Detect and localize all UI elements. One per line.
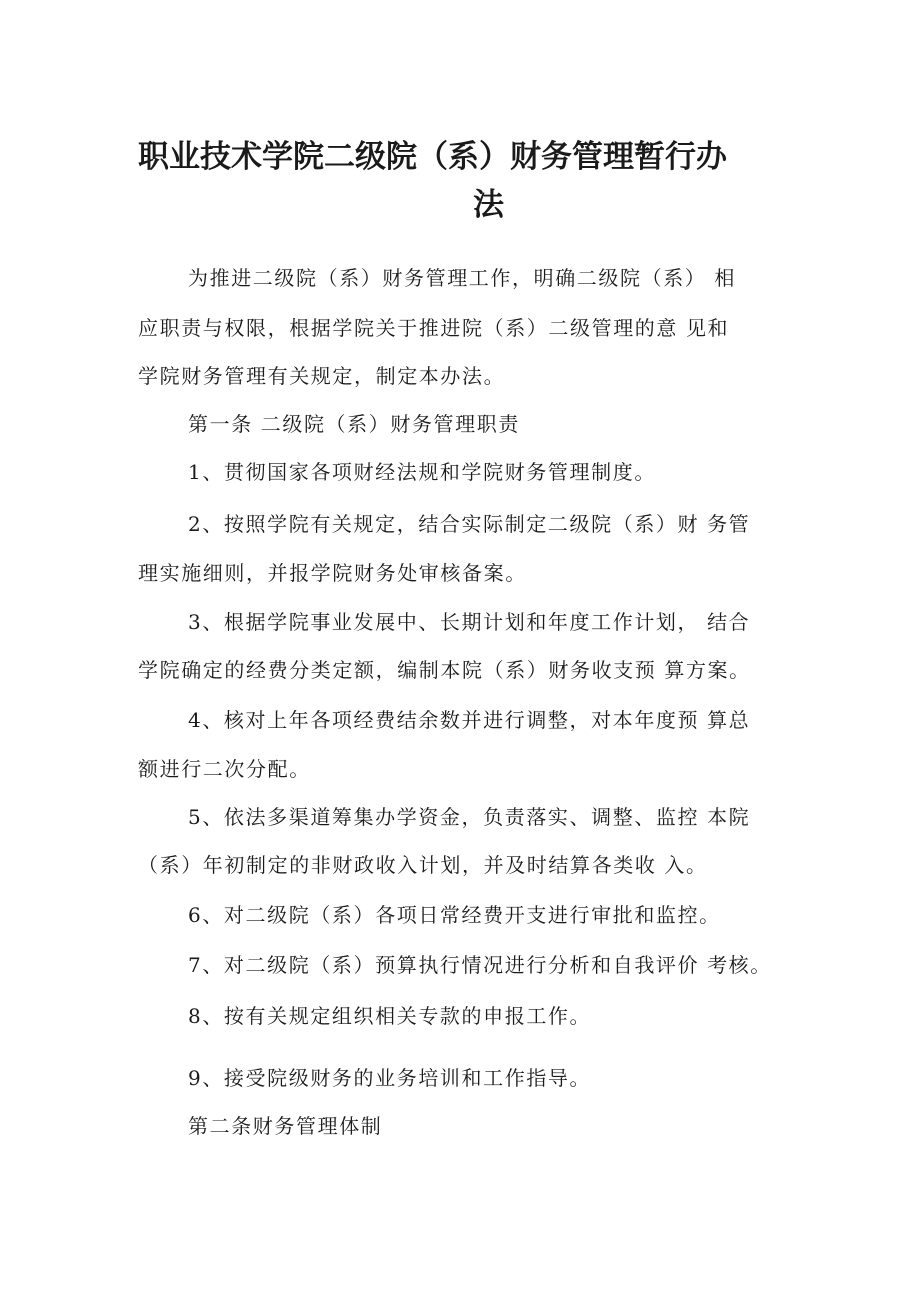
article-heading-1: 第一条 二级院（系）财务管理职责 [188, 412, 520, 436]
body-line: 3、根据学院事业发展中、长期计划和年度工作计划， 结合 [188, 610, 751, 634]
body-line: 学院财务管理有关规定，制定本办法。 [138, 364, 506, 388]
body-line: 学院确定的经费分类定额，编制本院（系）财务收支预 算方案。 [138, 658, 751, 682]
body-line: 1、贯彻国家各项财经法规和学院财务管理制度。 [188, 460, 656, 484]
body-line: 9、接受院级财务的业务培训和工作指导。 [188, 1066, 592, 1090]
body-line: 7、对二级院（系）预算执行情况进行分析和自我评价 考核。 [188, 953, 772, 977]
body-line: 理实施细则，并报学院财务处审核备案。 [138, 561, 527, 585]
document-title-line-1: 职业技术学院二级院（系）财务管理暂行办 [138, 139, 727, 175]
body-line: 额进行二次分配。 [138, 757, 311, 781]
body-line: 4、核对上年各项经费结余数并进行调整，对本年度预 算总 [188, 708, 751, 732]
document-title-line-2: 法 [473, 187, 504, 223]
body-line: 8、按有关规定组织相关专款的申报工作。 [188, 1004, 592, 1028]
body-line: 6、对二级院（系）各项日常经费开支进行审批和监控。 [188, 903, 721, 927]
body-line: 2、按照学院有关规定，结合实际制定二级院（系）财 务管 [188, 512, 751, 536]
body-line: 应职责与权限，根据学院关于推进院（系）二级管理的意 见和 [138, 316, 730, 340]
body-line: （系）年初制定的非财政收入计划，并及时结算各类收 入。 [138, 853, 708, 877]
body-line: 为推进二级院（系）财务管理工作，明确二级院（系） 相 [188, 266, 736, 290]
body-line: 5、依法多渠道筹集办学资金，负责落实、调整、监控 本院 [188, 805, 751, 829]
article-heading-2: 第二条财务管理体制 [188, 1114, 383, 1138]
